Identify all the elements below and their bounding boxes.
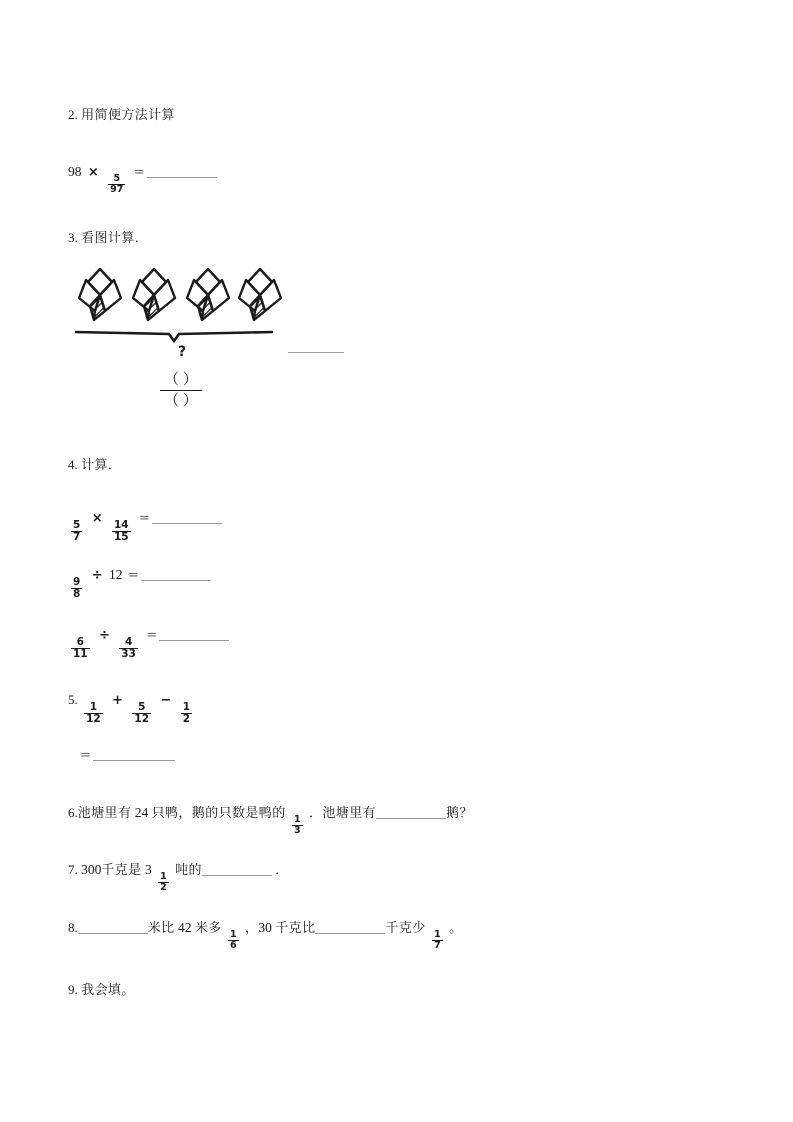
- star-figure-group: [74, 266, 289, 328]
- question-4-number: 4.: [68, 457, 78, 472]
- q6-fraction-denominator: 3: [294, 825, 301, 837]
- q4b-left-numerator: 9: [73, 575, 81, 588]
- q4c-answer-blank[interactable]: [159, 629, 229, 641]
- q5-term2-denominator: 12: [134, 713, 150, 726]
- q4b-left-fraction: [71, 577, 82, 601]
- q5-term-1: [84, 702, 103, 726]
- question-mark-label: ?: [178, 344, 187, 360]
- q4a-equals-sign: =: [138, 511, 150, 526]
- q6-duck-count: 24: [134, 805, 149, 820]
- question-2-text: 用简便方法计算: [81, 108, 175, 123]
- question-3-prompt: [68, 228, 148, 249]
- question-5-answer-row: [78, 745, 175, 766]
- star-icon: [182, 266, 234, 324]
- q4c-right-denominator: 33: [121, 648, 136, 661]
- q3-fraction-denominator-blank[interactable]: （ ）: [160, 390, 202, 411]
- q5-term1-denominator: 12: [86, 713, 101, 726]
- question-8: [68, 918, 462, 951]
- q7-text-part-2: 吨的: [175, 863, 202, 878]
- q4c-operator: ÷: [99, 628, 110, 643]
- question-9-number: 9.: [68, 982, 78, 997]
- q2-answer-blank[interactable]: [147, 166, 217, 178]
- q8-text-part-1: 米比: [147, 921, 175, 936]
- q4a-answer-blank[interactable]: [152, 512, 222, 524]
- q4a-left-fraction: [71, 520, 82, 544]
- q4b-left-denominator: 8: [73, 588, 81, 601]
- q5-operator-2: −: [160, 693, 172, 708]
- q8-text-part-2: 米多: [194, 921, 222, 936]
- q3-answer-blank[interactable]: [288, 352, 344, 353]
- q8-text-part-5: 千克少: [385, 921, 426, 936]
- q4b-equals-sign: =: [127, 568, 139, 583]
- q8-fraction1-numerator: 1: [230, 928, 237, 940]
- q6-text-part-4: 鹅？: [446, 806, 473, 821]
- q8-text-part-4: 千克比: [275, 921, 316, 936]
- q8-answer-blank-2[interactable]: [315, 922, 385, 934]
- q8-text-part-3: ，: [245, 921, 259, 936]
- q5-operator-1: +: [112, 693, 124, 708]
- q7-text-part-1: 千克是: [101, 863, 142, 878]
- q2-whole-number: 98: [68, 164, 82, 179]
- q3-answer-fraction[interactable]: [160, 370, 202, 412]
- q8-fraction2-numerator: 1: [434, 928, 441, 940]
- q8-fraction2-denominator: 7: [434, 940, 441, 952]
- q7-mixed-fraction: [158, 872, 169, 894]
- q8-fraction1-denominator: 6: [230, 940, 237, 952]
- q7-mixed-denominator: 2: [160, 882, 167, 894]
- question-2-number: 2.: [68, 107, 78, 122]
- q5-term-2: [132, 702, 151, 726]
- question-5-expression: [68, 690, 195, 725]
- q6-fraction-numerator: 1: [294, 813, 301, 825]
- question-2-prompt: [68, 105, 175, 126]
- q2-fraction-numerator: 5: [113, 172, 121, 184]
- q4a-right-denominator: 15: [113, 531, 129, 544]
- q4c-right-numerator: 4: [124, 635, 133, 648]
- q4a-right-fraction: [112, 520, 131, 544]
- q6-text-part-1: 池塘里有: [77, 806, 132, 821]
- q4c-left-denominator: 11: [73, 648, 88, 661]
- q8-text-part-6: 。: [449, 921, 463, 936]
- question-7-number: 7.: [68, 862, 78, 877]
- q4c-right-fraction: [119, 637, 138, 661]
- question-2-expression: [68, 162, 217, 195]
- star-icon: [128, 266, 180, 324]
- question-6: [68, 803, 473, 836]
- q5-term3-denominator: 2: [182, 713, 190, 726]
- q8-meter-value: 42: [177, 920, 192, 935]
- q4b-answer-blank[interactable]: [141, 569, 211, 581]
- q4a-left-numerator: 5: [73, 518, 81, 531]
- q8-fraction-1: [228, 930, 239, 952]
- question-3-number: 3.: [68, 230, 78, 245]
- question-8-number: 8.: [68, 920, 78, 935]
- q6-answer-blank[interactable]: [376, 807, 446, 819]
- q7-answer-blank[interactable]: [202, 864, 272, 876]
- q4c-left-numerator: 6: [76, 635, 84, 648]
- q3-fraction-numerator-blank[interactable]: （ ）: [164, 372, 198, 388]
- q7-mixed-numerator: 1: [160, 870, 167, 882]
- q2-fraction: [108, 174, 125, 196]
- question-4-prompt: [68, 455, 121, 476]
- q7-text-part-3: ．: [275, 863, 289, 878]
- question-4-expression-3: [68, 625, 229, 660]
- q2-equals-sign: =: [133, 165, 145, 180]
- q5-term-3: [181, 702, 192, 726]
- q7-mixed-whole: 3: [144, 862, 152, 877]
- q4c-left-fraction: [71, 637, 90, 661]
- q4b-right-whole: 12: [108, 567, 123, 582]
- question-4-text: 计算．: [81, 458, 122, 473]
- q7-kilogram-value: 300: [81, 862, 102, 877]
- question-9-prompt: [68, 980, 135, 1001]
- question-4-expression-2: [68, 565, 211, 600]
- q4b-operator: ÷: [91, 568, 103, 583]
- q2-fraction-denominator: 97: [110, 184, 124, 196]
- q4c-equals-sign: =: [146, 628, 158, 643]
- question-9-text: 我会填。: [81, 983, 135, 998]
- q5-term1-numerator: 1: [89, 700, 98, 713]
- star-icon: [234, 266, 286, 324]
- q8-fraction-2: [432, 930, 443, 952]
- question-7: [68, 860, 289, 893]
- question-6-number: 6.: [68, 805, 78, 820]
- q4a-operator: ×: [91, 511, 103, 526]
- q6-text-part-3: ．池塘里有: [309, 806, 377, 821]
- q8-answer-blank-1[interactable]: [78, 922, 148, 934]
- q8-kilogram-value: 30: [258, 920, 272, 935]
- question-3-text: 看图计算．: [81, 231, 149, 246]
- star-icon: [74, 266, 126, 324]
- q5-equals-sign: =: [80, 748, 91, 763]
- q2-multiply-operator: ×: [87, 165, 99, 180]
- q5-answer-blank[interactable]: [93, 749, 175, 761]
- q5-term2-numerator: 5: [138, 700, 146, 713]
- q4a-left-denominator: 7: [73, 531, 81, 544]
- q5-term3-numerator: 1: [182, 700, 190, 713]
- group-brace-icon: [74, 330, 274, 346]
- question-5-number: 5.: [68, 692, 78, 707]
- q4a-right-numerator: 14: [113, 518, 129, 531]
- q6-fraction: [292, 815, 303, 837]
- question-4-expression-1: [68, 508, 222, 543]
- q6-text-part-2: 只鸭，鹅的只数是鸭的: [151, 806, 286, 821]
